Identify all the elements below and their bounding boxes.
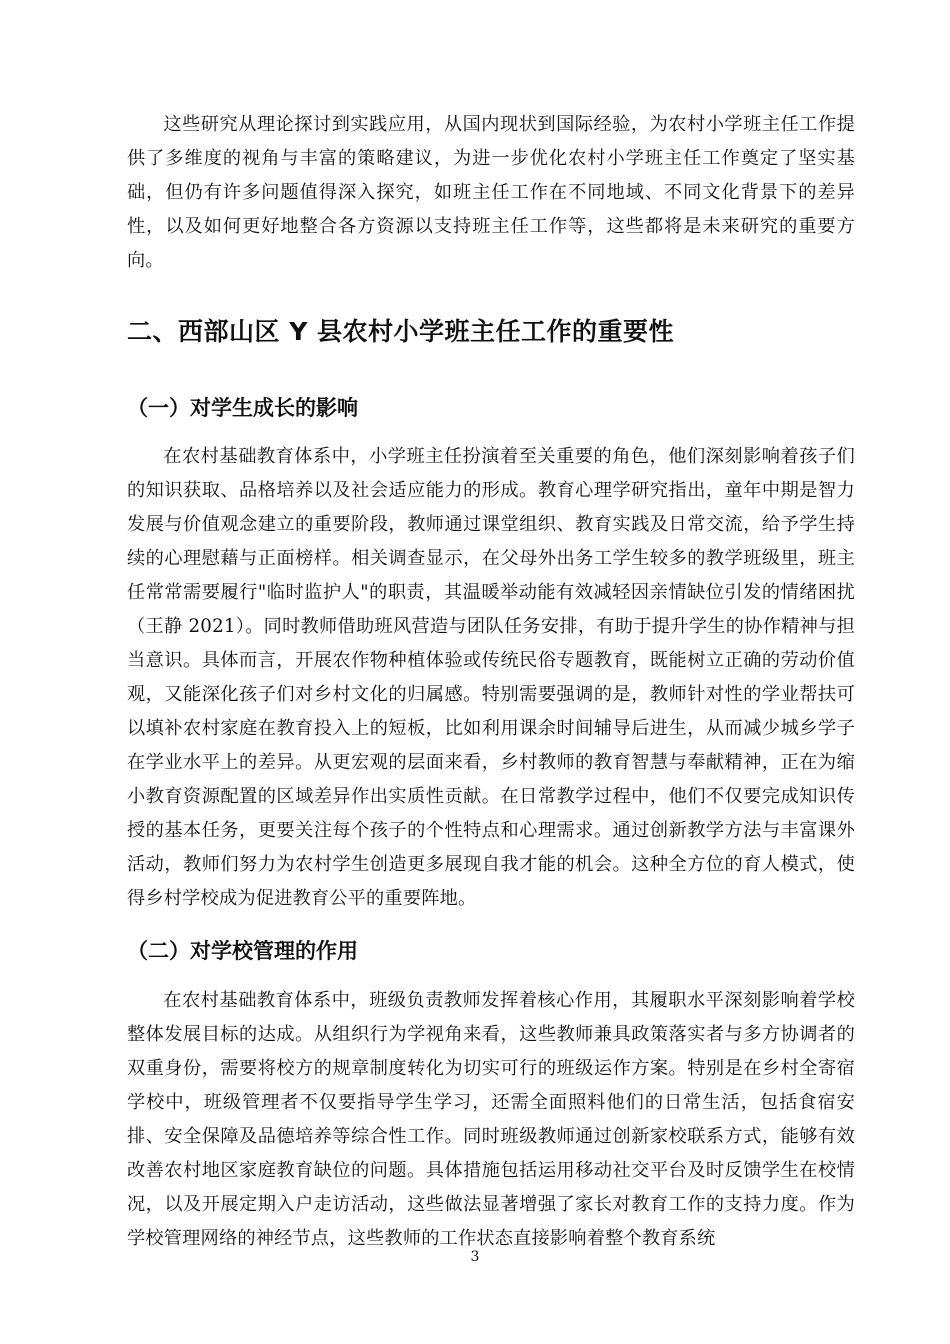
paragraph-research-summary: 这些研究从理论探讨到实践应用，从国内现状到国际经验，为农村小学班主任工作提供了多维度的视角与丰富的策略建议，为进一步优化农村小学班主任工作奠定了坚实基础，但仍有许多问题值得深入探究，如班主任工作在不同地域、不同文化背景下的差异性，以及如何更好地整合各方资源以支持班主任工作等，这些都将是未来研究的重要方向。	[127, 114, 855, 271]
subsection-heading-student-growth: （一）对学生成长的影响	[127, 396, 358, 420]
paragraph-school-management: 在农村基础教育体系中，班级负责教师发挥着核心作用，其履职水平深刻影响着学校整体发展目标的达成。从组织行为学视角来看，这些教师兼具政策落实者与多方协调者的双重身份，需要将校方的规章制度转化为切实可行的班级运作方案。特别是在乡村全寄宿学校中，班级管理者不仅要指导学生学习，还需全面照料他们的日常生活，包括食宿安排、安全保障及品德培养等综合性工作。同时班级教师通过创新家校联系方式，能够有效改善农村地区家庭教育缺位的问题。具体措施包括运用移动社交平台及时反馈学生在校情况，以及开展定期入户走访活动，这些做法显著增强了家长对教育工作的支持力度。作为学校管理网络的神经节点，这些教师的工作状态直接影响着整个教育系统	[127, 990, 855, 1249]
page-number: 3	[470, 1249, 480, 1265]
section-heading: 二、西部山区 Y 县农村小学班主任工作的重要性	[127, 317, 675, 346]
paragraph-student-growth: 在农村基础教育体系中，小学班主任扮演着至关重要的角色，他们深刻影响着孩子们的知识获取、品格培养以及社会适应能力的形成。教育心理学研究指出，童年中期是智力发展与价值观念建立的重要阶段，教师通过课堂组织、教育实践及日常交流，给予学生持续的心理慰藉与正面榜样。相关调查显示，在父母外出务工学生较多的教学班级里，班主任常常需要履行"临时监护人"的职责，其温暖举动能有效减轻因亲情缺位引发的情绪困扰（王静 2021）。同时教师借助班风营造与团队任务安排，有助于提升学生的协作精神与担当意识。具体而言，开展农作物种植体验或传统民俗专题教育，既能树立正确的劳动价值观，又能深化孩子们对乡村文化的归属感。特别需要强调的是，教师针对性的学业帮扶可以填补农村家庭在教育投入上的短板，比如利用课余时间辅导后进生，从而减少城乡学子在学业水平上的差异。从更宏观的层面来看，乡村教师的教育智慧与奉献精神，正在为缩小教育资源配置的区域差异作出实质性贡献。在日常教学过程中，他们不仅要完成知识传授的基本任务，更要关注每个孩子的个性特点和心理需求。通过创新教学方法与丰富课外活动，教师们努力为农村学生创造更多展现自我才能的机会。这种全方位的育人模式，使得乡村学校成为促进教育公平的重要阵地。	[127, 446, 855, 909]
subsection-heading-school-management: （二）对学校管理的作用	[127, 939, 358, 963]
